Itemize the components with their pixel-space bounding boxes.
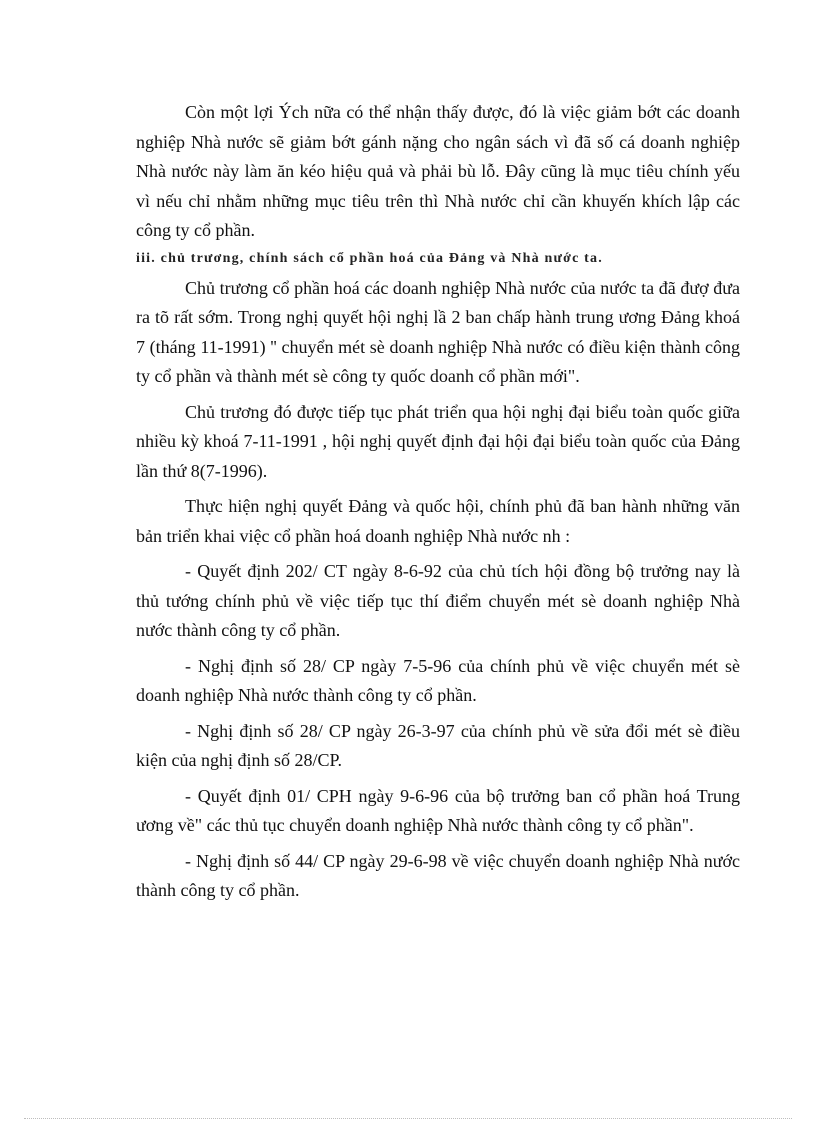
paragraph-policy-development: Chủ trương đó được tiếp tục phát triển qua hội nghị đại biểu toàn quốc giữa nhiều kỳ khoá 7-11-1991 , hội nghị quyết định đại hội đại biểu toàn quốc của Đảng lần thứ 8(7-1996).: [136, 401, 740, 481]
list-item-decree-44: - Nghị định số 44/ CP ngày 29-6-98 về việc chuyển doanh nghiệp Nhà nước thành công ty cổ phần.: [136, 850, 740, 900]
section-heading: iii. chủ trương, chính sách cổ phần hoá của Đảng và Nhà nước ta.: [136, 250, 603, 266]
paragraph-implementation: Thực hiện nghị quyết Đảng và quốc hội, chính phủ đã ban hành những văn bản triển khai việc cổ phần hoá doanh nghiệp Nhà nước nh :: [136, 496, 740, 546]
page-bottom-divider: [24, 1118, 792, 1119]
paragraph-policy-origin: Chủ trương cổ phần hoá các doanh nghiệp Nhà nước của nước ta đã đượ đưa ra tõ rất sớm. Trong nghị quyết hội nghị lầ 2 ban chấp hành trung ương Đảng khoá 7 (tháng 11-1991) '' chuyển mét sè doanh nghiệp Nhà nước có điều kiện thành công ty cổ phần và thành mét sè công ty quốc doanh cổ phần mới".: [136, 277, 740, 386]
list-item-decision-202: - Quyết định 202/ CT ngày 8-6-92 của chủ tích hội đồng bộ trưởng nay là thủ tướng chính phủ về việc tiếp tục thí điểm chuyển mét sè doanh nghiệp Nhà nước thành công ty cổ phần.: [136, 561, 740, 640]
list-item-decision-01: - Quyết định 01/ CPH ngày 9-6-96 của bộ trưởng ban cổ phần hoá Trung ương về" các thủ tục chuyển doanh nghiệp Nhà nước thành công ty cổ phần".: [136, 785, 740, 835]
list-item-decree-28-1997: - Nghị định số 28/ CP ngày 26-3-97 của chính phủ về sửa đổi mét sè điều kiện của nghị định số 28/CP.: [136, 720, 740, 770]
document-page: [136, 98, 740, 906]
paragraph-intro: Còn một lợi Ých nữa có thể nhận thấy được, đó là việc giảm bớt các doanh nghiệp Nhà nước sẽ giảm bớt gánh nặng cho ngân sách vì đã số cá doanh nghiệp Nhà nước này làm ăn kéo hiệu quả và phải bù lỗ. Đây cũng là mục tiêu chính yếu vì nếu chỉ nhằm những mục tiêu trên thì Nhà nước chỉ cần khuyến khích lập các công ty cổ phần.: [136, 102, 740, 240]
list-item-decree-28-1996: - Nghị định số 28/ CP ngày 7-5-96 của chính phủ về việc chuyển mét sè doanh nghiệp Nhà nước thành công ty cổ phần.: [136, 655, 740, 705]
